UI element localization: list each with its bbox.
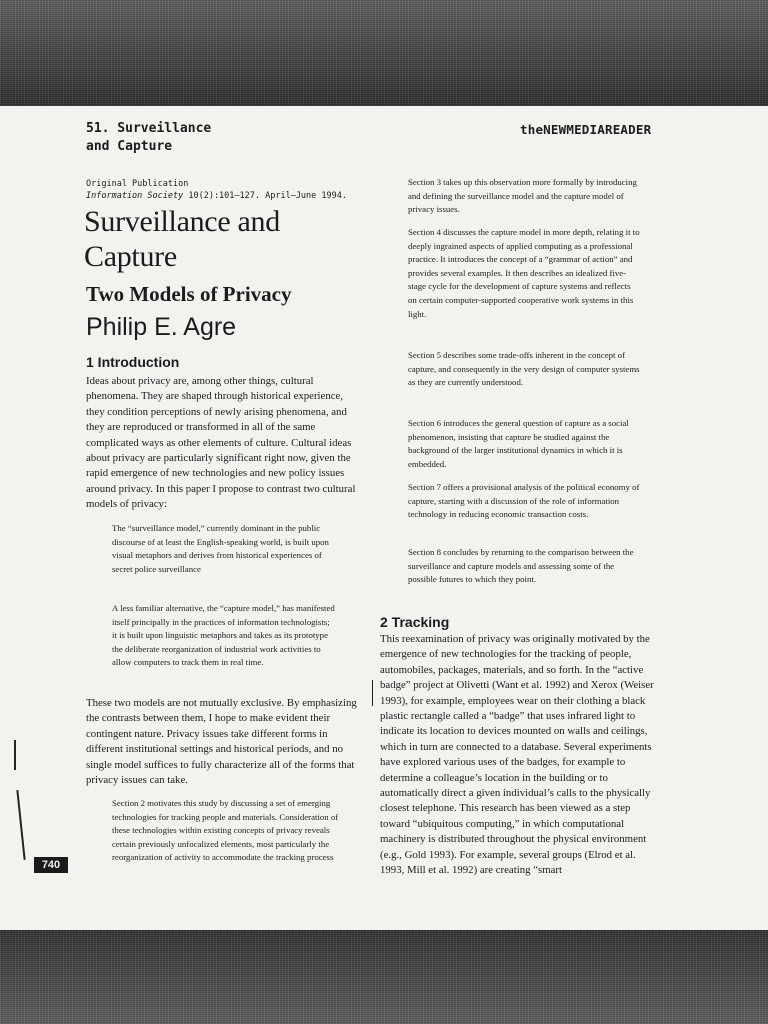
page-number: 740 bbox=[34, 857, 68, 873]
book-title: theNEWMEDIAREADER bbox=[520, 122, 652, 137]
chapter-heading bbox=[86, 120, 286, 156]
title-line-1: Surveillance and bbox=[84, 205, 280, 238]
surveillance-model-quote: The “surveillance model,” currently dominant in the public discourse of at least the English-speaking world, is built upon visual metaphors and derives from historical experiences of secret police surveillance bbox=[112, 523, 329, 574]
journal-name: Information Society bbox=[86, 191, 184, 201]
chapter-line-2: and Capture bbox=[86, 139, 173, 154]
intro-paragraph-2: These two models are not mutually exclusive. By emphasizing the contrasts between them, I hope to make evident their contingent nature. Privacy issues take different forms in different institutional settings and historical periods, and no single model suffices to fully characterize all of the forms that privacy issues can take. bbox=[86, 697, 357, 787]
section-2-summary: Section 2 motivates this study by discussing a set of emerging technologies for tracking people and materials. Consideration of these technologies within existing concepts of privacy reveals certain previously unfocalized elements, most particularly the reorganization of activity to accommodate the tracking process bbox=[112, 798, 339, 863]
publication-label: Original Publication bbox=[86, 179, 189, 189]
journal-details: 10(2):101–127. April–June 1994. bbox=[183, 191, 347, 201]
publication-info bbox=[86, 178, 366, 202]
chapter-line-1: 51. Surveillance bbox=[86, 121, 212, 136]
intro-paragraph-1: Ideas about privacy are, among other things, cultural phenomena. They are shaped through historical experience, they condition perceptions of newly arising phenomena, and they are reproduced or transformed in all of the same complicated ways as other elements of culture. Cultural ideas about privacy are particularly significant right now, given the rapid emergence of new technologies and new policy issues around privacy. In this paper I propose to contrast two cultural models of privacy: bbox=[86, 375, 356, 511]
capture-model-quote: A less familiar alternative, the “capture model,” has manifested itself principally in the practices of information technologists; it is built upon linguistic metaphors and takes as its prototype the deliberate reorganization of industrial work activities to allow computers to track them in real time. bbox=[112, 603, 335, 668]
section-8-summary: Section 8 concludes by returning to the comparison between the surveillance and capture models and assessing some of the possible futures to which they point. bbox=[408, 547, 634, 585]
section-3-summary: Section 3 takes up this observation more formally by introducing and defining the surveillance model and the capture model of privacy issues. bbox=[408, 177, 637, 215]
section-2-heading: 2 Tracking bbox=[380, 614, 450, 630]
section-6-summary: Section 6 introduces the general question of capture as a social phenomenon, insisting that capture be studied against the background of the larger institutional dynamics in which it is embedded. bbox=[408, 418, 629, 469]
article-author: Philip E. Agre bbox=[86, 313, 237, 341]
scan-border-bottom bbox=[0, 930, 768, 1024]
article-subtitle: Two Models of Privacy bbox=[86, 282, 292, 306]
section-4-summary: Section 4 discusses the capture model in more depth, relating it to deeply ingrained aspects of applied computing as a professional practice. It introduces the concept of a “grammar of action” and provides several examples. It then describes an idealized five-stage cycle for the development of capture systems and reflects on certain computer-supported cooperative work systems in this light. bbox=[408, 227, 640, 319]
section-7-summary: Section 7 offers a provisional analysis of the political economy of capture, starting with a discussion of the role of information technology in reducing economic transaction costs. bbox=[408, 482, 640, 520]
margin-pen-mark bbox=[14, 740, 16, 770]
publication-citation bbox=[86, 190, 366, 202]
article-title bbox=[84, 204, 374, 274]
section-5-summary: Section 5 describes some trade-offs inherent in the concept of capture, and consequently in the very design of computer systems as they are currently understood. bbox=[408, 350, 640, 388]
tracking-paragraph: This reexamination of privacy was originally motivated by the emergence of new technologies for the tracking of people, automobiles, packages, materials, and so forth. In the “active badge” project at Olivetti (Want et al. 1992) and Xerox (Weiser 1993), for example, employees wear on their clothing a black plastic rectangle called a “badge” that uses infrared light to indicate its location to devices mounted on walls and ceilings, which in turn are connected to a database. Several experiments have explored various uses of the badges, for example to determine a colleague’s location in the building or to automatically direct a given individual’s calls to the physically closest telephone. This research has been viewed as a step toward “ubiquitous computing,” in which computational machinery is distributed throughout the physical environment (e.g., Gold 1993). For example, several groups (Elrod et al. 1993, Mill et al. 1992) are creating “smart bbox=[380, 633, 654, 877]
margin-pen-mark bbox=[372, 680, 373, 706]
section-1-heading: 1 Introduction bbox=[86, 354, 180, 370]
scan-border-top bbox=[0, 0, 768, 106]
title-line-2: Capture bbox=[84, 240, 177, 273]
